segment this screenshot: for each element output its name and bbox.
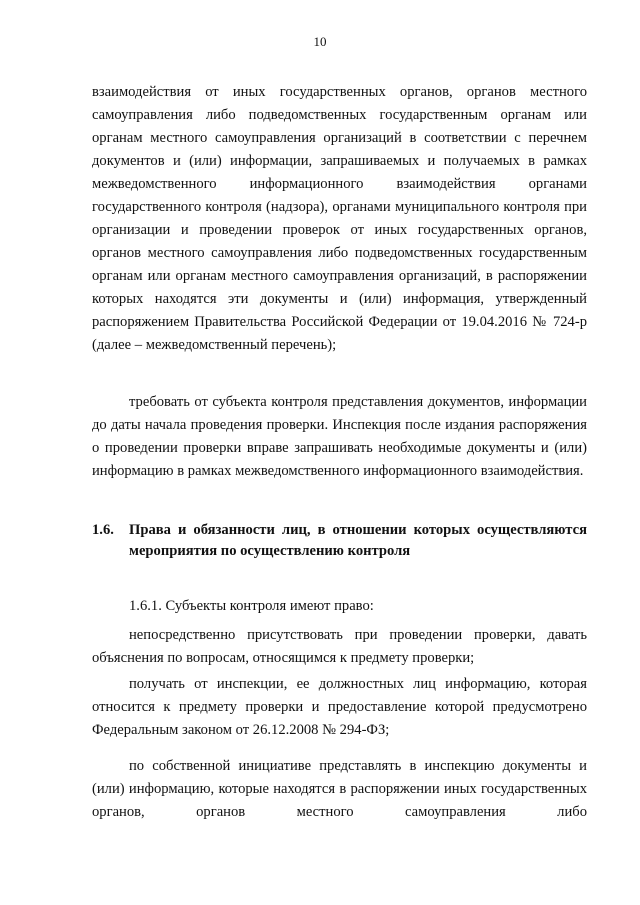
page-number: 10 [313, 34, 327, 49]
item-subjects-rights: 1.6.1. Субъекты контроля имеют право: [129, 597, 374, 614]
item-attend-inspection: непосредственно присутствовать при проведении проверки, давать объяснения по вопросам, относящимся к предмету проверки; [92, 626, 587, 666]
paragraph-require-documents: требовать от субъекта контроля представления документов, информации до даты начала проведения проверки. Инспекция после издания распоряжения о проведении проверки вправе запрашивать необходимые документы и (или) информацию в рамках межведомственного информационного взаимодействия. [92, 393, 587, 479]
section-number: 1.6. [92, 522, 114, 538]
section-heading [92, 520, 587, 562]
paragraph-interagency-list: взаимодействия от иных государственных органов, органов местного самоуправления либо подведомственных государственным органам или органам местного самоуправления организаций в соответствии с перечнем документов и (или) информации, запрашиваемых и получаемых в рамках межведомственного информационного взаимодействия органами государственного контроля (надзора), органами муниципального контроля при организации и проведении проверок от иных государственных органов, органов местного самоуправления либо подведомственных государственным органам или органам местного самоуправления организаций, в распоряжении которых находятся эти документы и (или) информация, утвержденный распоряжением Правительства Российской Федерации от 19.04.2016 № 724-р (далее – межведомственный перечень); [92, 83, 587, 353]
section-title: Права и обязанности лиц, в отношении которых осуществляются мероприятия по осуществлению контроля [129, 522, 587, 559]
item-submit-documents: по собственной инициативе представлять в инспекцию документы и (или) информацию, которые находятся в распоряжении иных государственных органов, органов местного самоуправления либо [92, 757, 587, 820]
item-receive-information: получать от инспекции, ее должностных лиц информацию, которая относится к предмету проверки и предоставление которой предусмотрено Федеральным законом от 26.12.2008 № 294-ФЗ; [92, 675, 587, 738]
